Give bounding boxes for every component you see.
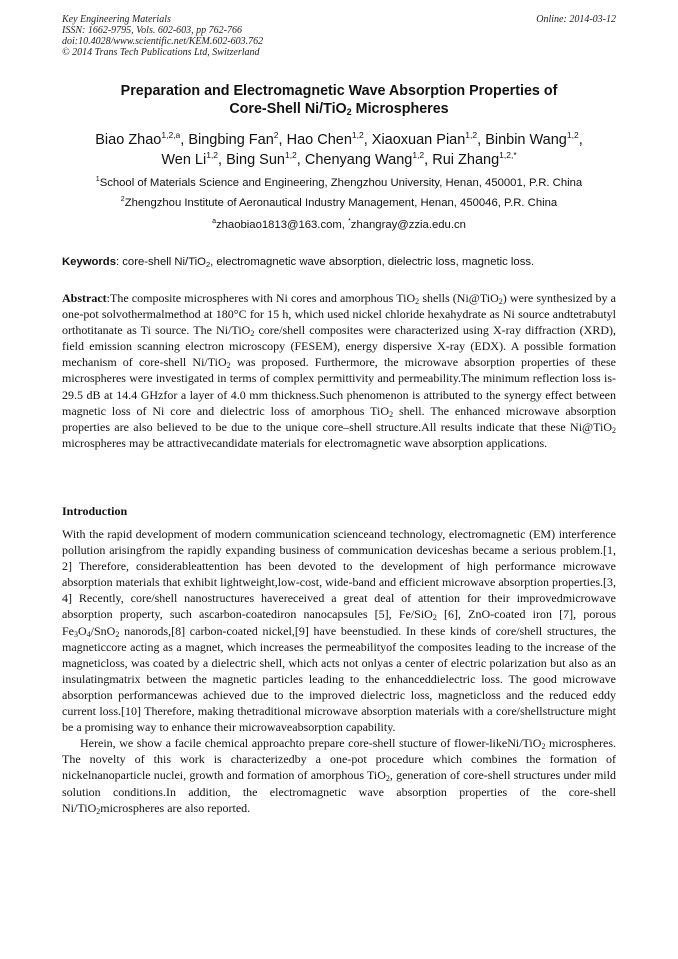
introduction-body [62, 526, 616, 816]
author-name: Xiaoxuan Pian [371, 132, 466, 148]
author-affiliation-mark: 1,2 [412, 150, 425, 160]
author-name: Wen Li [161, 152, 207, 168]
intro-paragraph-2: Herein, we show a facile chemical approachto prepare core-shell stucture of flower-likeNi/TiO$_2$ microspheres. The novelty of this work is characterizedby a one-pot procedure which combines the formation of nickelnanoparticle nuclei, growth and formation of amorphous TiO$_2$, generation of core-shell structures under mild solution conditions.In addition, the electromagnetic wave absorption properties of the core-shell Ni/TiO$_2$microspheres are also reported. [62, 736, 616, 816]
author-affiliation-mark: 2 [273, 130, 279, 140]
journal-header [62, 14, 616, 58]
author-name: Bingbing Fan [188, 132, 274, 148]
author-affiliation-mark: 1,2 [351, 130, 364, 140]
section-heading-introduction: Introduction [62, 504, 128, 518]
paper-title [62, 82, 616, 118]
author-name: Bing Sun [226, 152, 285, 168]
title-line-1: Preparation and Electromagnetic Wave Absorption Properties of [120, 83, 558, 99]
author-line-2: Wen Li$^{1,2}$, Bing Sun$^{1,2}$, Chenyang Wang$^{1,2}$, Rui Zhang$^{1,2,*}$ [161, 150, 517, 168]
author-affiliation-mark: 1,2 [465, 130, 478, 140]
doi-line: doi:10.4028/www.scientific.net/KEM.602-603.762 [62, 36, 264, 47]
author-name: Chenyang Wang [304, 152, 413, 168]
author-affiliation-mark: 1,2,* [499, 150, 517, 160]
author-affiliation-mark: 1,2 [206, 150, 219, 160]
author-affiliation-mark: 1,2 [284, 150, 297, 160]
author-list [62, 130, 616, 170]
author-name: Binbin Wang [485, 132, 567, 148]
abstract-section: Abstract:The composite microspheres with Ni cores and amorphous TiO$_2$ shells (Ni@TiO$_2$) were synthesized by a one-pot solvothermalmethod at 180°C for 15 h, which used nickel chloride hexahydrate as Ni source andtetrabutyl orthotitanate as Ti source. The Ni/TiO$_2$ core/shell composites were characterized using X-ray diffraction (XRD), field emission scanning electron microscopy (FESEM), energy dispersive X-ray (EDX). A possible formation mechanism of core-shell Ni/TiO$_2$ was proposed. Furthermore, the microwave absorption properties of these microspheres were investigated in terms of complex permittivity and permeability.The minimum reflection loss is-29.5 dB at 14.4 GHzfor a layer of 4.0 mm thickness.Such phenomenon is attributed to the synergy effect between magnetic loss of Ni core and dielectric loss of amorphous TiO$_2$ shell. The enhanced microwave absorption properties are also believed to be due to the unique core–shell structure.All results indicate that these Ni@TiO$_2$ microspheres may be attractivecandidate materials for electromagnetic wave absorption applications. [62, 291, 617, 450]
author-name: Rui Zhang [432, 152, 500, 168]
affiliation-1: $^1$School of Materials Science and Engineering, Zhengzhou University, Henan, 450001, P.R. China [95, 176, 583, 189]
affiliation-2: $^2$Zhengzhou Institute of Aeronautical Industry Management, Henan, 450046, P.R. China [120, 196, 558, 209]
copyright-line: © 2014 Trans Tech Publications Ltd, Switzerland [62, 47, 260, 58]
keywords-section: Keywords: core-shell Ni/TiO$_2$, electromagnetic wave absorption, dielectric loss, magnetic loss. [62, 256, 535, 269]
author-emails: $^a$zhaobiao1813@163.com, *zhangray@zzia.edu.cn [212, 218, 466, 231]
issn-line: ISSN: 1662-9795, Vols. 602-603, pp 762-766 [62, 25, 242, 36]
email-link[interactable]: zhangray@zzia.edu.cn [350, 219, 466, 231]
intro-paragraph-1: With the rapid development of modern communication scienceand technology, electromagnetic (EM) interference pollution arisingfrom the rapidly expanding business of communication deviceshas became a serious problem.[1, 2] Therefore, considerableattention has been devoted to the development of high performance microwave absorption materials that exhibit lightweight,low-cost, wide-band and efficient microwave absorption properties.[3, 4] Recently, core/shell nanostructures havereceived a great deal of attention for their improvedmicrowave absorption property, such ascarbon-coatediron nanocapsules [5], Fe/SiO$_2$ [6], ZnO-coated iron [7], porous $Fe_3O_4/SnO_2$ nanorods,[8] carbon-coated nickel,[9] have beenstudied. In these kinds of core/shell structures, the magneticcore acting as a magnet, which increases the permeabilityof the composites leading to the increase of the magneticloss, was coated by a dielectric shell, which acts not onlyas a center of electric polarization but also as an insulatingmatrix between the magnetic particles leading to the enhanceddielectric loss. The good microwave absorption performancewas achieved due to the improved dielectric loss, magneticloss and the reduced eddy current loss.[10] Therefore, making thetraditional microwave absorption materials with a core/shellstructure might be a promising way to enhance their microwaveabsorption capability. [62, 527, 616, 735]
email-link[interactable]: zhaobiao1813@163.com, [216, 219, 349, 231]
author-line-1: Biao Zhao$^{1,2,a}$, Bingbing Fan$^2$, Hao Chen$^{1,2}$, Xiaoxuan Pian$^{1,2}$, Binbin Wang$^{1,2}$, [95, 130, 583, 148]
keywords-label: Keywords [62, 256, 116, 268]
author-affiliation-mark: 1,2 [566, 130, 579, 140]
journal-name: Key Engineering Materials [62, 14, 171, 25]
online-date: Online: 2014-03-12 [536, 14, 616, 25]
title-line-2: Core-Shell Ni/TiO$_2$ Microspheres [229, 101, 449, 117]
abstract-label: Abstract [62, 291, 107, 305]
author-name: Biao Zhao [95, 132, 162, 148]
author-affiliation-mark: 1,2,a [161, 130, 181, 140]
author-name: Hao Chen [286, 132, 352, 148]
